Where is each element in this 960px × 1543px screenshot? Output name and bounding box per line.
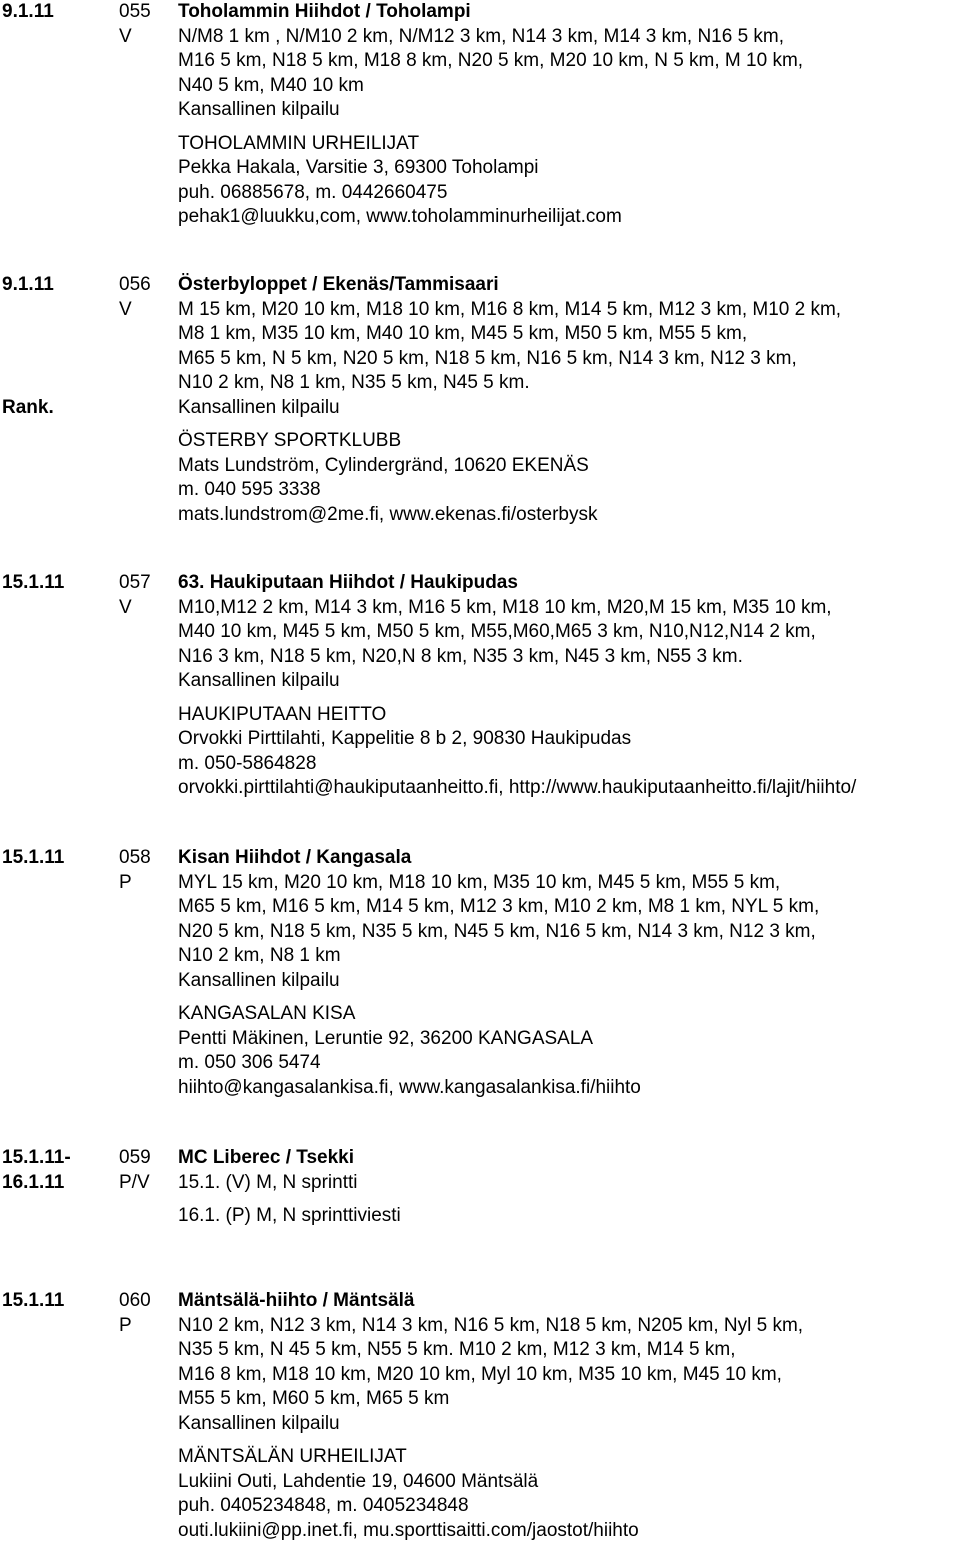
organizer-name: KANGASALAN KISA bbox=[178, 1003, 356, 1024]
contact-phone: m. 040 595 3338 bbox=[178, 479, 321, 500]
series-line: N40 5 km, M40 10 km bbox=[178, 74, 364, 96]
series-line: N10 2 km, N12 3 km, N14 3 km, N16 5 km, N18 5 km, N205 km, Nyl 5 km, bbox=[178, 1314, 804, 1336]
event-type: V bbox=[119, 596, 132, 618]
contact-phone: m. 050-5864828 bbox=[178, 752, 317, 774]
contact-address: Lukiini Outi, Lahdentie 19, 04600 Mäntsälä bbox=[178, 1470, 539, 1492]
event-title: 63. Haukiputaan Hiihdot / Haukipudas bbox=[178, 572, 518, 593]
contact-web: mats.lundstrom@2me.fi, www.ekenas.fi/osterbysk bbox=[178, 503, 598, 525]
contact-phone: puh. 0405234848, m. 0405234848 bbox=[178, 1495, 469, 1516]
contact-address: Pekka Hakala, Varsitie 3, 69300 Toholampi bbox=[178, 157, 539, 178]
event-number: 056 bbox=[119, 274, 151, 295]
event-meta bbox=[119, 1146, 151, 1195]
rank-label: Rank. bbox=[2, 396, 54, 418]
competition-level: Kansallinen kilpailu bbox=[178, 969, 340, 991]
event-type: P bbox=[119, 871, 132, 893]
event-title: Toholammin Hiihdot / Toholampi bbox=[178, 1, 471, 22]
event-meta bbox=[119, 846, 151, 895]
event-type: P/V bbox=[119, 1171, 150, 1193]
series-line: M40 10 km, M45 5 km, M50 5 km, M55,M60,M65 3 km, N10,N12,N14 2 km, bbox=[178, 621, 816, 642]
contact-phone: m. 050 306 5474 bbox=[178, 1052, 321, 1073]
contact-address: Orvokki Pirttilahti, Kappelitie 8 b 2, 90830 Haukipudas bbox=[178, 728, 632, 749]
event-date: 9.1.11 bbox=[2, 1, 54, 22]
organizer-name: TOHOLAMMIN URHEILIJAT bbox=[178, 132, 420, 154]
contact-web: orvokki.pirttilahti@haukiputaanheitto.fi, http://www.haukiputaanheitto.fi/lajit/hiihto/ bbox=[178, 777, 857, 798]
series-line: M55 5 km, M60 5 km, M65 5 km bbox=[178, 1388, 450, 1409]
event-title: Kisan Hiihdot / Kangasala bbox=[178, 847, 412, 868]
event-type: V bbox=[119, 25, 132, 47]
event-date: 15.1.11 bbox=[2, 572, 65, 593]
organizer-name: MÄNTSÄLÄN URHEILIJAT bbox=[178, 1446, 407, 1467]
series-line: M10,M12 2 km, M14 3 km, M16 5 km, M18 10 km, M20,M 15 km, M35 10 km, bbox=[178, 596, 832, 618]
event-number: 055 bbox=[119, 1, 151, 22]
event-date: 9.1.11 Rank. bbox=[2, 273, 54, 420]
event-number: 060 bbox=[119, 1290, 151, 1311]
series-line: 15.1. (V) M, N sprintti bbox=[178, 1171, 358, 1193]
event-meta bbox=[119, 1289, 151, 1338]
contact-web: hiihto@kangasalankisa.fi, www.kangasalankisa.fi/hiihto bbox=[178, 1076, 641, 1098]
series-line: N/M8 1 km , N/M10 2 km, N/M12 3 km, N14 3 km, M14 3 km, N16 5 km, bbox=[178, 25, 785, 47]
event-number: 058 bbox=[119, 847, 151, 868]
competition-level: Kansallinen kilpailu bbox=[178, 670, 340, 691]
series-line: 16.1. (P) M, N sprinttiviesti bbox=[178, 1205, 401, 1226]
event-meta bbox=[119, 273, 151, 322]
series-line: N20 5 km, N18 5 km, N35 5 km, N45 5 km, N16 5 km, N14 3 km, N12 3 km, bbox=[178, 920, 816, 942]
event-details bbox=[178, 0, 960, 230]
series-line: M65 5 km, N 5 km, N20 5 km, N18 5 km, N16 5 km, N14 3 km, N12 3 km, bbox=[178, 347, 797, 369]
event-details bbox=[178, 571, 960, 801]
contact-web: outi.lukiini@pp.inet.fi, mu.sporttisaitti.com/jaostot/hiihto bbox=[178, 1519, 639, 1541]
series-line: N35 5 km, N 45 5 km, N55 5 km. M10 2 km, M12 3 km, M14 5 km, bbox=[178, 1339, 736, 1360]
series-line: M65 5 km, M16 5 km, M14 5 km, M12 3 km, M10 2 km, M8 1 km, NYL 5 km, bbox=[178, 896, 820, 917]
series-line: M16 8 km, M18 10 km, M20 10 km, Myl 10 km, M35 10 km, M45 10 km, bbox=[178, 1363, 782, 1385]
event-meta bbox=[119, 571, 151, 620]
event-number: 057 bbox=[119, 572, 151, 593]
event-date: 15.1.11 bbox=[2, 847, 65, 868]
contact-phone: puh. 06885678, m. 0442660475 bbox=[178, 181, 448, 203]
series-line: N10 2 km, N8 1 km, N35 5 km, N45 5 km. bbox=[178, 372, 530, 393]
event-type: P bbox=[119, 1314, 132, 1336]
event-title: MC Liberec / Tsekki bbox=[178, 1147, 354, 1168]
event-details bbox=[178, 1146, 960, 1229]
competition-level: Kansallinen kilpailu bbox=[178, 1412, 340, 1434]
contact-address: Pentti Mäkinen, Leruntie 92, 36200 KANGASALA bbox=[178, 1027, 594, 1049]
event-date: 15.1.11- 16.1.11 bbox=[2, 1147, 71, 1193]
event-details bbox=[178, 846, 960, 1100]
competition-level: Kansallinen kilpailu bbox=[178, 396, 340, 418]
event-details bbox=[178, 1289, 960, 1543]
contact-address: Mats Lundström, Cylindergränd, 10620 EKENÄS bbox=[178, 454, 589, 476]
event-meta bbox=[119, 0, 151, 49]
series-line: M16 5 km, N18 5 km, M18 8 km, N20 5 km, M20 10 km, N 5 km, M 10 km, bbox=[178, 50, 804, 71]
event-number: 059 bbox=[119, 1147, 151, 1168]
organizer-name: ÖSTERBY SPORTKLUBB bbox=[178, 430, 402, 451]
series-line: N16 3 km, N18 5 km, N20,N 8 km, N35 3 km, N45 3 km, N55 3 km. bbox=[178, 645, 743, 667]
event-title: Österbyloppet / Ekenäs/Tammisaari bbox=[178, 274, 499, 295]
competition-level: Kansallinen kilpailu bbox=[178, 99, 340, 120]
event-details bbox=[178, 273, 960, 527]
contact-web: pehak1@luukku,com, www.toholamminurheilijat.com bbox=[178, 206, 622, 227]
series-line: N10 2 km, N8 1 km bbox=[178, 945, 341, 966]
series-line: M8 1 km, M35 10 km, M40 10 km, M45 5 km, M50 5 km, M55 5 km, bbox=[178, 323, 748, 344]
event-date: 15.1.11 bbox=[2, 1290, 65, 1311]
organizer-name: HAUKIPUTAAN HEITTO bbox=[178, 703, 387, 725]
event-title: Mäntsälä-hiihto / Mäntsälä bbox=[178, 1290, 415, 1311]
series-line: M 15 km, M20 10 km, M18 10 km, M16 8 km, M14 5 km, M12 3 km, M10 2 km, bbox=[178, 298, 842, 320]
series-line: MYL 15 km, M20 10 km, M18 10 km, M35 10 km, M45 5 km, M55 5 km, bbox=[178, 871, 781, 893]
event-type: V bbox=[119, 298, 132, 320]
